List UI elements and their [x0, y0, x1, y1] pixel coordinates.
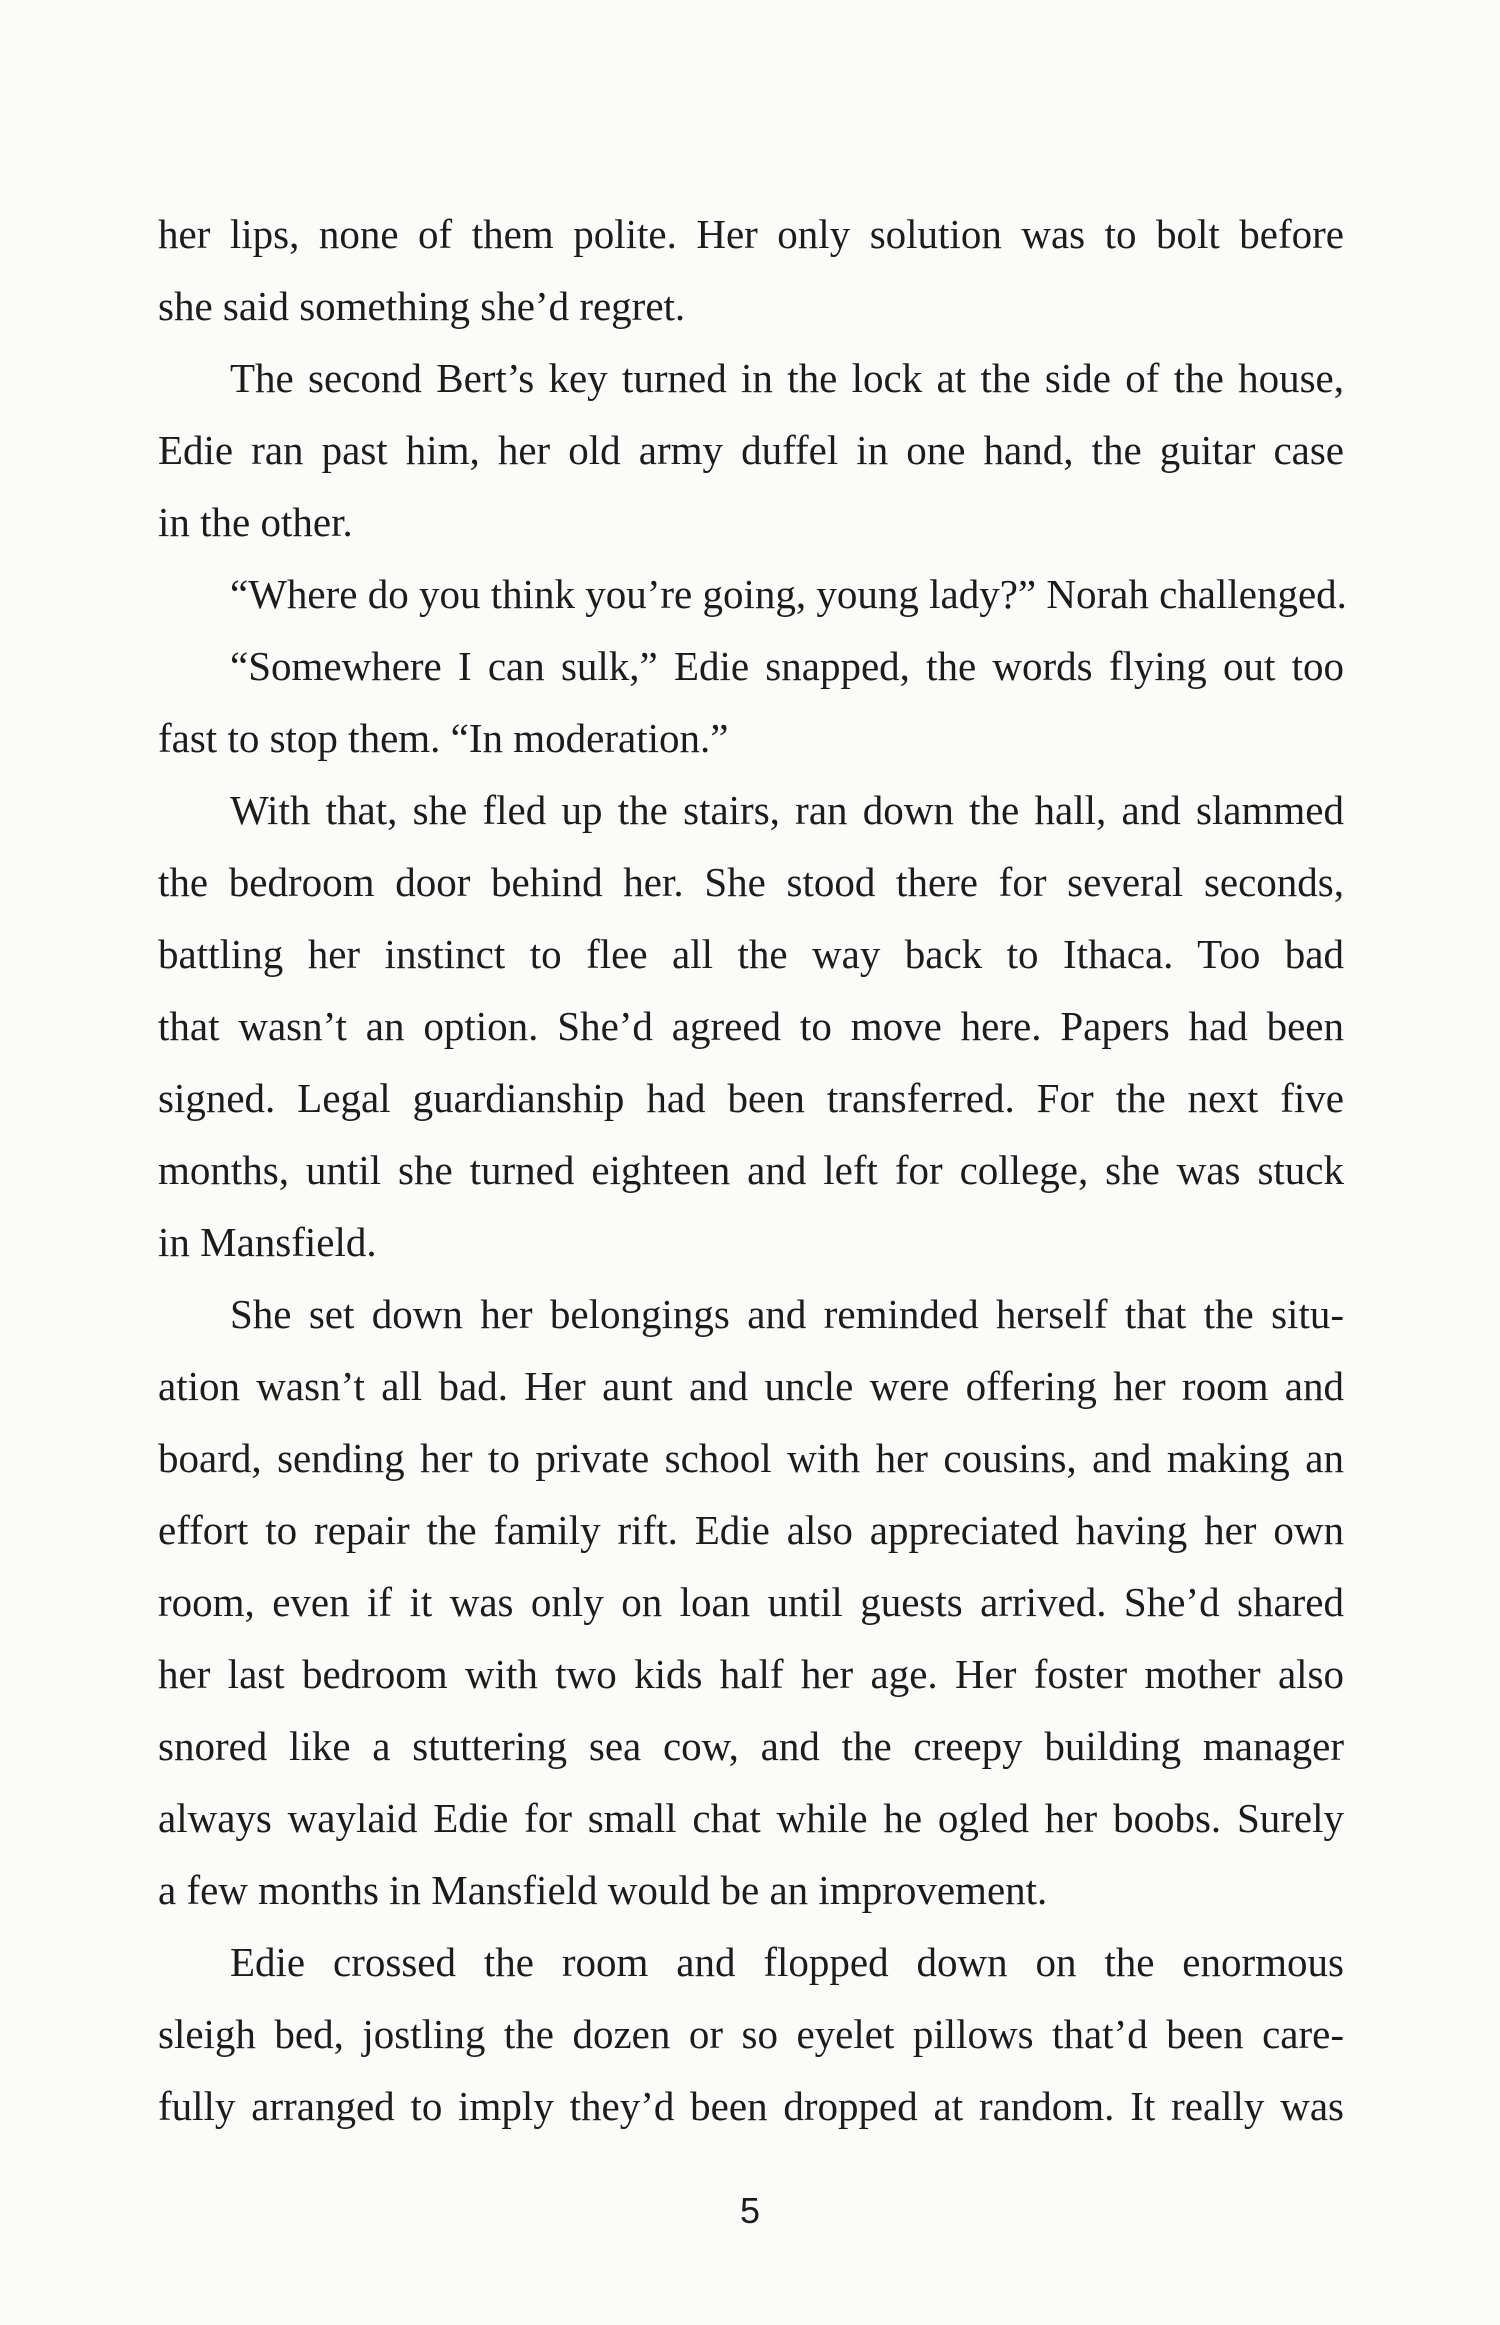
text-line: she said something she’d regret. — [158, 283, 686, 329]
text-line: ation wasn’t all bad. Her aunt and uncle were offering her room and — [158, 1363, 1344, 1409]
text-line: The second Bert’s key turned in the lock at the side of the house, — [230, 355, 1344, 401]
text-line: the bedroom door behind her. She stood there for several seconds, — [158, 859, 1344, 905]
text-line: a few months in Mansfield would be an improvement. — [158, 1867, 1048, 1913]
text-line: snored like a stuttering sea cow, and the creepy building manager — [158, 1723, 1344, 1769]
page-number: 5 — [739, 2190, 761, 2231]
text-line: “Somewhere I can sulk,” Edie snapped, the words flying out too — [230, 643, 1344, 689]
text-line: effort to repair the family rift. Edie also appreciated having her own — [158, 1507, 1344, 1553]
text-line: sleigh bed, jostling the dozen or so eyelet pillows that’d been care- — [158, 2011, 1344, 2057]
text-line: months, until she turned eighteen and left for college, she was stuck — [158, 1147, 1344, 1193]
text-line: fully arranged to imply they’d been dropped at random. It really was — [158, 2083, 1344, 2129]
text-line: “Where do you think you’re going, young lady?” Norah challenged. — [230, 571, 1347, 617]
text-line: Edie crossed the room and flopped down on the enormous — [230, 1939, 1344, 1985]
text-line: battling her instinct to flee all the way back to Ithaca. Too bad — [158, 931, 1344, 977]
text-line: fast to stop them. “In moderation.” — [158, 715, 729, 761]
text-line: board, sending her to private school with her cousins, and making an — [158, 1435, 1344, 1481]
text-line: her lips, none of them polite. Her only solution was to bolt before — [158, 211, 1344, 257]
text-line: always waylaid Edie for small chat while he ogled her boobs. Surely — [158, 1795, 1344, 1841]
text-line: room, even if it was only on loan until guests arrived. She’d shared — [158, 1579, 1344, 1625]
text-line: in the other. — [158, 499, 353, 545]
text-line: that wasn’t an option. She’d agreed to move here. Papers had been — [158, 1003, 1344, 1049]
text-line: signed. Legal guardianship had been transferred. For the next five — [158, 1075, 1344, 1121]
text-line: her last bedroom with two kids half her age. Her foster mother also — [158, 1651, 1344, 1697]
text-line: She set down her belongings and reminded herself that the situ- — [230, 1291, 1344, 1337]
text-line: With that, she fled up the stairs, ran down the hall, and slammed — [230, 787, 1344, 833]
body-text — [158, 198, 1347, 2142]
text-line: Edie ran past him, her old army duffel in one hand, the guitar case — [158, 427, 1344, 473]
text-line: in Mansfield. — [158, 1219, 377, 1265]
